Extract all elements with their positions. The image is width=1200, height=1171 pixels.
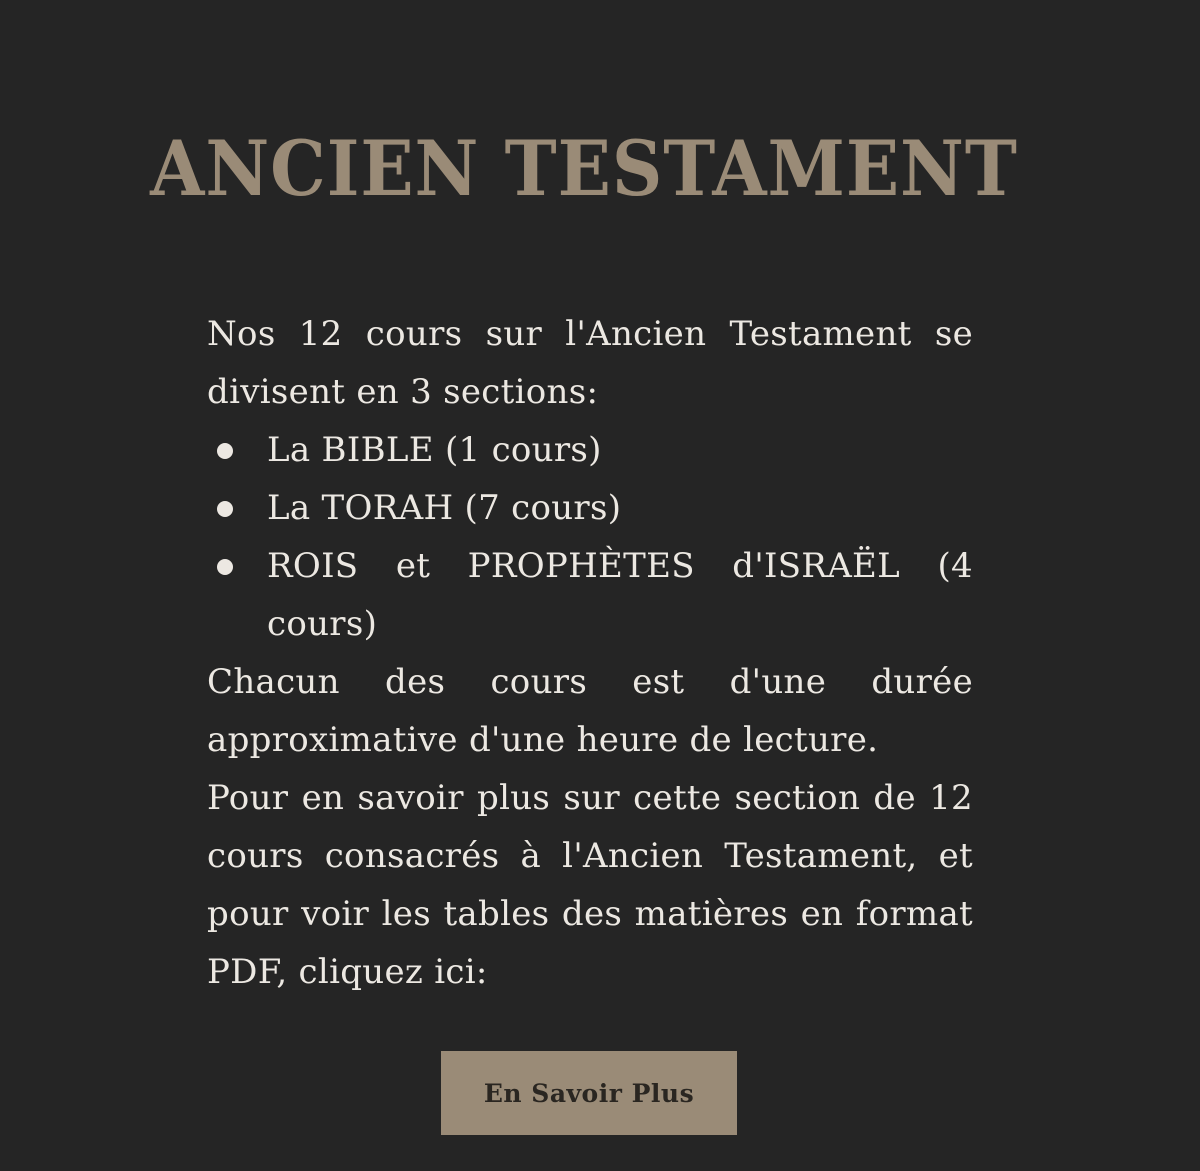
en-savoir-plus-button[interactable]: En Savoir Plus [441,1051,737,1135]
more-info-text: Pour en savoir plus sur cette section de 12 cours consacrés à l'Ancien Testament, et pour voir les tables des matières en format PDF, cliquez ici: [207,778,973,992]
sections-list [207,421,973,653]
list-item-label: ROIS et PROPHÈTES d'ISRAËL (4 cours) [267,546,973,644]
bullet-icon [217,443,233,459]
list-item-label: La TORAH (7 cours) [267,488,622,528]
section-title: ANCIEN TESTAMENT [150,124,1018,213]
list-item-torah [207,479,973,537]
bullet-icon [217,501,233,517]
list-item-rois-prophetes [207,537,973,653]
list-item-label: La BIBLE (1 cours) [267,430,602,470]
list-item-bible [207,421,973,479]
intro-text: Nos 12 cours sur l'Ancien Testament se divisent en 3 sections: [207,314,973,412]
section-content [207,305,973,1001]
bullet-icon [217,559,233,575]
duration-text: Chacun des cours est d'une durée approximative d'une heure de lecture. [207,662,973,760]
